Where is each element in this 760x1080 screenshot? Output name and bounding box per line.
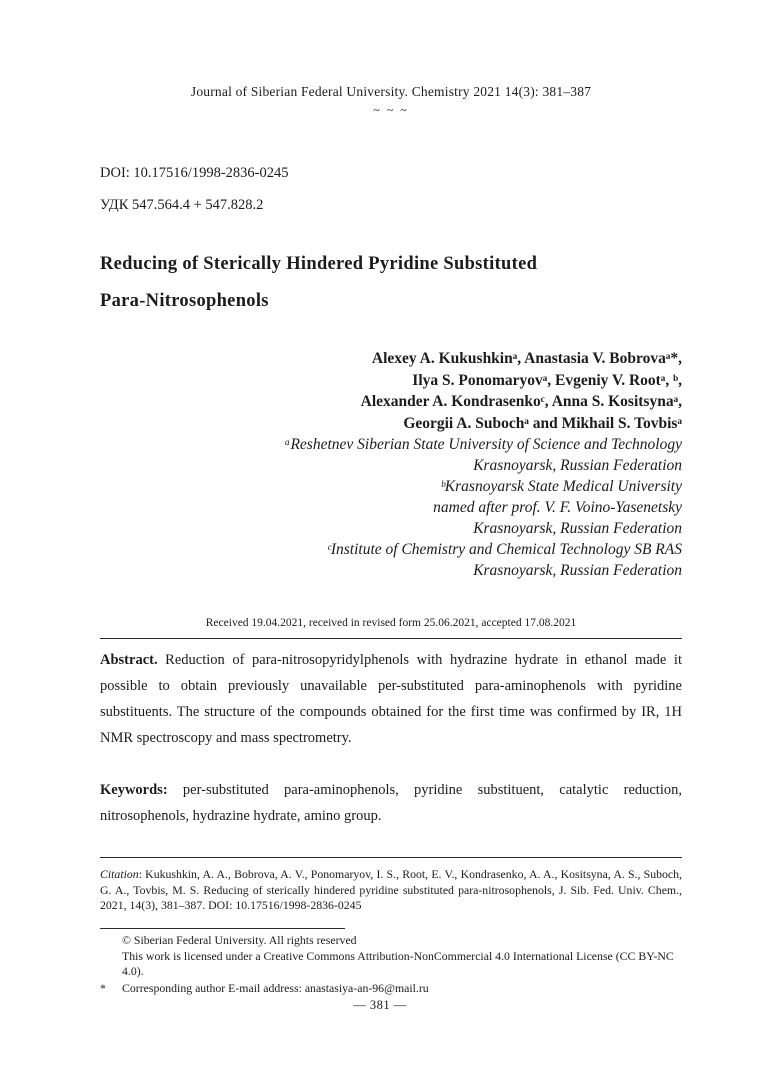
copyright-line: © Siberian Federal University. All rights reserved bbox=[122, 933, 357, 947]
author-line: Alexander A. Kondrasenkoᶜ, Anna S. Kositsynaᵃ, bbox=[360, 393, 682, 410]
abstract-label: Abstract. bbox=[100, 652, 158, 668]
corresponding-asterisk: * bbox=[100, 980, 106, 995]
author-line: Alexey A. Kukushkinᵃ, Anastasia V. Bobrovaᵃ*, bbox=[371, 350, 682, 367]
footnotes-block bbox=[100, 928, 682, 996]
keywords-paragraph bbox=[100, 777, 682, 829]
page-content bbox=[100, 0, 682, 914]
keywords-label: Keywords: bbox=[100, 782, 168, 798]
affiliations-block bbox=[100, 434, 682, 581]
abstract-paragraph bbox=[100, 647, 682, 751]
keywords-text: per-substituted para-aminophenols, pyridine substituent, catalytic reduction, nitrosophenols, hydrazine hydrate, amino group. bbox=[100, 782, 682, 824]
article-title bbox=[100, 246, 682, 320]
authors-block bbox=[100, 348, 682, 434]
citation-label: Citation bbox=[100, 867, 139, 881]
affiliation-line: Krasnoyarsk, Russian Federation bbox=[473, 457, 682, 474]
tilde-separator: ~ ~ ~ bbox=[373, 103, 409, 117]
affiliation-line: ᶜInstitute of Chemistry and Chemical Technology SB RAS bbox=[326, 541, 682, 558]
citation-top-rule bbox=[100, 857, 682, 858]
affiliation-line: Krasnoyarsk, Russian Federation bbox=[473, 562, 682, 579]
abstract-top-rule bbox=[100, 638, 682, 639]
article-title-line-2: Para-Nitrosophenols bbox=[100, 291, 269, 311]
page-number: — 381 — bbox=[353, 998, 407, 1012]
author-line: Georgii A. Subochᵃ and Mikhail S. Tovbisᵃ bbox=[403, 414, 682, 432]
article-identifiers bbox=[100, 165, 682, 214]
affiliation-line: Krasnoyarsk, Russian Federation bbox=[473, 520, 682, 537]
corresponding-email: anastasiya-an-96@mail.ru bbox=[304, 980, 429, 995]
udk-line: УДК 547.564.4 + 547.828.2 bbox=[100, 197, 264, 213]
footnote-rule bbox=[100, 928, 345, 929]
article-title-line-1: Reducing of Sterically Hindered Pyridine Substituted bbox=[100, 254, 538, 274]
author-line: Ilya S. Ponomaryovᵃ, Evgeniy V. Rootᵃ, ᵇ, bbox=[412, 371, 682, 389]
journal-header-line: Journal of Siberian Federal University. Chemistry 2021 14(3): 381–387 bbox=[190, 84, 592, 99]
corresponding-author-line bbox=[100, 981, 682, 997]
affiliation-line: named after prof. V. F. Voino-Yasenetsky bbox=[433, 499, 682, 516]
corresponding-prefix: Corresponding author E-mail address: bbox=[122, 980, 305, 995]
affiliation-line: ᵇKrasnoyarsk State Medical University bbox=[440, 478, 682, 495]
license-line: This work is licensed under a Creative Commons Attribution-NonCommercial 4.0 International License (CC BY-NC 4.0). bbox=[122, 948, 674, 978]
doi-line: DOI: 10.17516/1998-2836-0245 bbox=[100, 165, 289, 181]
abstract-text: Reduction of para-nitrosopyridylphenols with hydrazine hydrate in ethanol made it possible to obtain previously unavailable per-substituted para-aminophenols with pyridine substituents. The structure of the compounds obtained for the first time was confirmed by IR, 1H NMR spectroscopy and mass spectrometry. bbox=[100, 652, 682, 746]
received-dates-line: Received 19.04.2021, received in revised form 25.06.2021, accepted 17.08.2021 bbox=[205, 617, 577, 629]
citation-text: : Kukushkin, A. A., Bobrova, A. V., Ponomaryov, I. S., Root, E. V., Kondrasenko, A. A., Kositsyna, A. S., Suboch, G. A., Tovbis, M. S. Reducing of sterically hindered pyridine substituted para-nitrosophenols, J. Sib. Fed. Univ. Chem., 2021, 14(3), 381–387. DOI: 10.17516/1998-2836-0245 bbox=[100, 867, 682, 912]
running-head bbox=[100, 84, 682, 118]
citation-paragraph bbox=[100, 867, 682, 914]
affiliation-line: ᵃReshetnev Siberian State University of Science and Technology bbox=[284, 436, 682, 453]
